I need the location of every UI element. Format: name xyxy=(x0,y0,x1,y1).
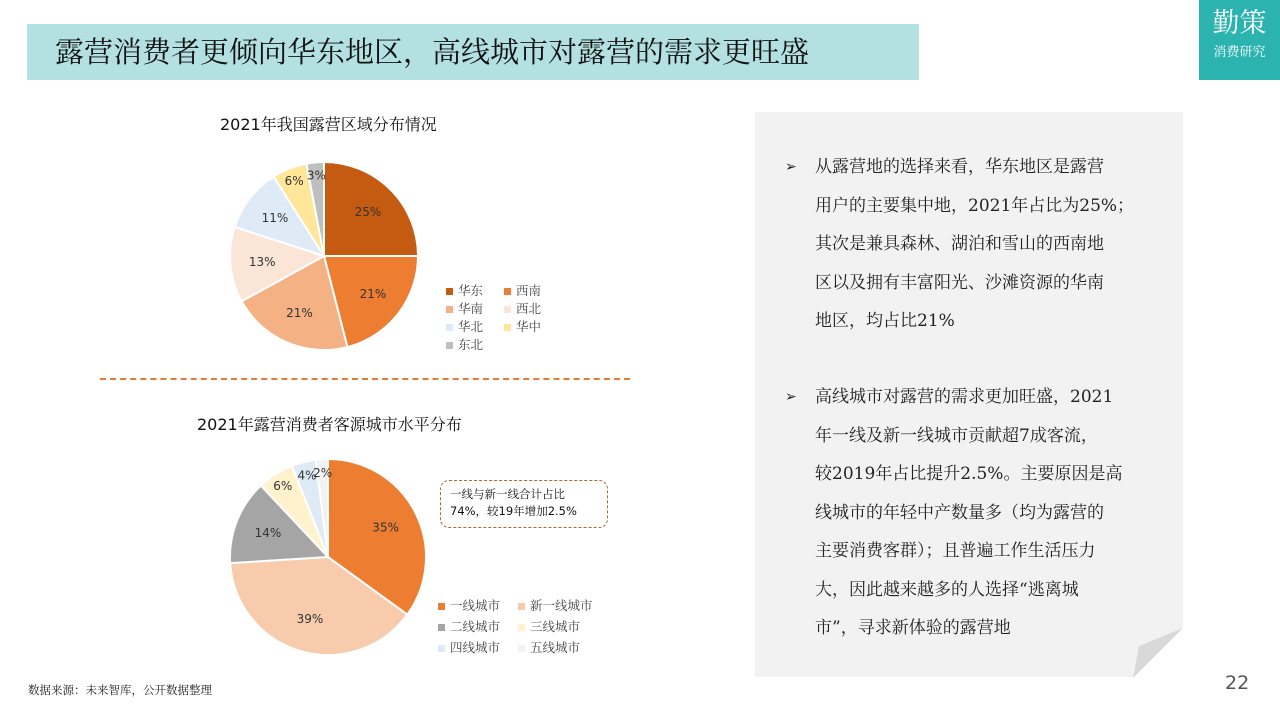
callout-line-2: 74%，较19年增加2.5% xyxy=(450,504,577,518)
legend-label: 华南 xyxy=(458,301,484,316)
legend-swatch xyxy=(518,624,525,631)
data-source-note: 数据来源：未来智库，公开数据整理 xyxy=(28,683,212,697)
legend-label: 华中 xyxy=(516,319,542,334)
legend-label: 三线城市 xyxy=(530,619,581,634)
bullet-1 xyxy=(785,148,1165,341)
legend-swatch xyxy=(504,306,511,313)
bullet-1-line: 从露营地的选择来看，华东地区是露营 xyxy=(815,157,1104,177)
bullet-2-line: 年一线及新一线城市贡献超7成客流， xyxy=(815,425,1098,446)
callout-box xyxy=(440,480,608,528)
bullet-1-line: 区以及拥有丰富阳光、沙滩资源的华南 xyxy=(815,272,1104,293)
callout-line-1: 一线与新一线合计占比 xyxy=(450,487,565,501)
bullet-2-line: 主要消费客群）；且普遍工作生活压力 xyxy=(815,541,1096,561)
legend-swatch xyxy=(438,603,445,610)
title-bar xyxy=(27,24,919,80)
bullet-arrow-icon: ➢ xyxy=(785,389,797,405)
pie-data-label: 39% xyxy=(296,612,324,627)
section-divider xyxy=(100,378,630,380)
pie-data-label: 4% xyxy=(297,468,317,483)
legend-label: 华北 xyxy=(458,319,484,334)
legend-swatch xyxy=(438,624,445,631)
legend-swatch xyxy=(446,324,453,331)
pie-data-label: 11% xyxy=(261,211,289,225)
legend-label: 五线城市 xyxy=(530,640,581,655)
legend-label: 西南 xyxy=(516,283,542,298)
bullet-arrow-icon: ➢ xyxy=(785,159,797,175)
bullet-2-line: 市”，寻求新体验的露营地 xyxy=(815,618,1011,638)
legend-label: 西北 xyxy=(516,301,542,316)
region-pie-chart xyxy=(200,140,580,365)
legend-label: 二线城市 xyxy=(450,619,501,634)
bullet-2-line: 较2019年占比提升2.5%。主要原因是高 xyxy=(815,464,1123,484)
bullet-2-line: 高线城市对露营的需求更加旺盛，2021 xyxy=(815,387,1114,407)
pie-data-label: 35% xyxy=(372,520,399,535)
legend-label: 四线城市 xyxy=(450,640,501,655)
legend-swatch xyxy=(504,324,511,331)
legend-swatch xyxy=(504,288,511,295)
chart2-title: 2021年露营消费者客源城市水平分布 xyxy=(197,415,462,434)
pie-data-label: 6% xyxy=(273,478,293,493)
brand-sub: 消费研究 xyxy=(1213,45,1266,60)
bullet-1-line: 地区，均占比21% xyxy=(815,311,955,331)
pie-data-label: 2% xyxy=(313,465,333,480)
legend-swatch xyxy=(518,645,525,652)
brand-main: 勤策 xyxy=(1212,8,1267,39)
pie-data-label: 21% xyxy=(286,305,313,320)
page-number: 22 xyxy=(1225,672,1250,694)
city-tier-pie-chart xyxy=(200,440,620,665)
pie-data-label: 13% xyxy=(248,254,276,269)
pie-data-label: 25% xyxy=(354,205,382,220)
pie-data-label: 3% xyxy=(306,168,326,183)
legend-swatch xyxy=(446,342,453,349)
bullet-2 xyxy=(785,378,1165,648)
legend-swatch xyxy=(446,306,453,313)
legend-label: 华东 xyxy=(458,283,484,298)
brand-logo xyxy=(1199,0,1280,80)
bullet-1-line: 其次是兼具森林、湖泊和雪山的西南地 xyxy=(815,234,1104,254)
legend-label: 新一线城市 xyxy=(530,598,593,613)
chart1-title: 2021年我国露营区域分布情况 xyxy=(220,115,437,134)
legend-swatch xyxy=(518,603,525,610)
bullet-2-line: 大，因此越来越多的人选择“逃离城 xyxy=(815,579,1079,600)
page-title: 露营消费者更倾向华东地区，高线城市对露营的需求更旺盛 xyxy=(55,35,810,69)
legend-swatch xyxy=(446,288,453,295)
legend-label: 东北 xyxy=(458,337,484,352)
legend-label: 一线城市 xyxy=(450,598,501,613)
pie-data-label: 6% xyxy=(284,173,304,188)
pie-data-label: 14% xyxy=(254,526,282,541)
legend-swatch xyxy=(438,645,445,652)
bullet-1-line: 用户的主要集中地，2021年占比为25%； xyxy=(815,195,1135,216)
pie-data-label: 21% xyxy=(359,287,387,301)
bullet-2-line: 线城市的年轻中产数量多（均为露营的 xyxy=(815,502,1104,523)
